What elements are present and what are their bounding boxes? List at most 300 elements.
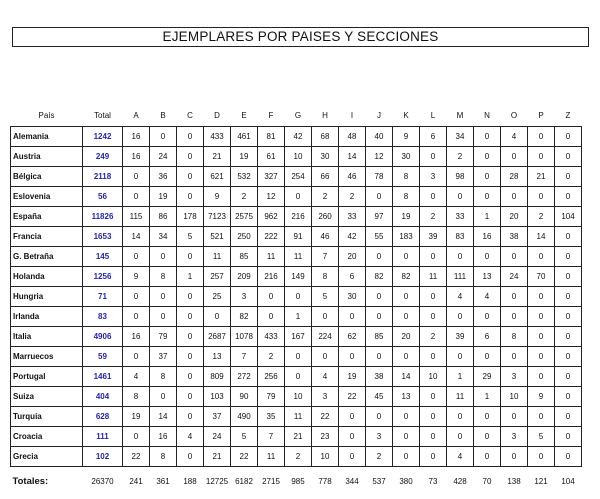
value-cell: 4	[447, 287, 474, 307]
value-cell: 0	[420, 287, 447, 307]
value-cell: 0	[177, 447, 204, 467]
value-cell: 0	[366, 187, 393, 207]
value-cell: 14	[393, 367, 420, 387]
value-cell: 86	[150, 207, 177, 227]
value-cell: 38	[366, 367, 393, 387]
value-cell: 61	[258, 147, 285, 167]
value-cell: 62	[339, 327, 366, 347]
value-cell: 0	[474, 447, 501, 467]
total-cell: 1653	[83, 227, 123, 247]
value-cell: 24	[204, 427, 231, 447]
value-cell: 149	[285, 267, 312, 287]
value-cell: 0	[339, 307, 366, 327]
value-cell: 260	[312, 207, 339, 227]
column-header: I	[350, 110, 354, 120]
value-cell: 183	[393, 227, 420, 247]
value-cell: 4	[312, 367, 339, 387]
table-row	[11, 347, 582, 367]
column-header: País	[38, 110, 55, 120]
column-header: D	[214, 110, 220, 120]
value-cell: 19	[231, 147, 258, 167]
value-cell: 30	[339, 287, 366, 307]
value-cell: 46	[339, 167, 366, 187]
value-cell: 0	[177, 287, 204, 307]
table-row	[11, 187, 582, 207]
column-header: N	[484, 110, 490, 120]
value-cell: 19	[123, 407, 150, 427]
value-cell: 98	[447, 167, 474, 187]
value-cell: 2	[258, 347, 285, 367]
value-cell: 0	[393, 407, 420, 427]
value-cell: 0	[150, 287, 177, 307]
value-cell: 91	[285, 227, 312, 247]
country-cell: Irlanda	[11, 307, 83, 327]
column-header: O	[510, 110, 518, 120]
country-cell: Holanda	[11, 267, 83, 287]
value-cell: 21	[528, 167, 555, 187]
table-row	[11, 407, 582, 427]
value-cell: 16	[474, 227, 501, 247]
value-cell: 14	[150, 407, 177, 427]
value-cell: 0	[501, 447, 528, 467]
page-title: EJEMPLARES POR PAISES Y SECCIONES	[12, 27, 589, 47]
totals-value: 138	[507, 476, 521, 486]
country-cell: Grecia	[11, 447, 83, 467]
totals-value: 537	[372, 476, 386, 486]
table-row	[11, 267, 582, 287]
value-cell: 79	[150, 327, 177, 347]
country-cell: Bélgica	[11, 167, 83, 187]
value-cell: 8	[393, 187, 420, 207]
value-cell: 0	[393, 287, 420, 307]
value-cell: 3	[312, 387, 339, 407]
value-cell: 0	[339, 427, 366, 447]
value-cell: 8	[312, 267, 339, 287]
value-cell: 433	[258, 327, 285, 347]
country-cell: Portugal	[11, 367, 83, 387]
value-cell: 0	[447, 307, 474, 327]
country-cell: Marruecos	[11, 347, 83, 367]
value-cell: 70	[528, 267, 555, 287]
totals-row	[11, 473, 582, 489]
value-cell: 0	[528, 127, 555, 147]
totals-value: 380	[399, 476, 413, 486]
value-cell: 0	[555, 367, 582, 387]
value-cell: 0	[555, 347, 582, 367]
value-cell: 3	[366, 427, 393, 447]
value-cell: 0	[528, 327, 555, 347]
value-cell: 0	[447, 407, 474, 427]
value-cell: 10	[420, 367, 447, 387]
value-cell: 0	[420, 307, 447, 327]
value-cell: 433	[204, 127, 231, 147]
value-cell: 0	[123, 427, 150, 447]
value-cell: 8	[150, 447, 177, 467]
table-row	[11, 167, 582, 187]
value-cell: 111	[447, 267, 474, 287]
value-cell: 37	[150, 347, 177, 367]
value-cell: 2	[312, 187, 339, 207]
value-cell: 0	[447, 247, 474, 267]
value-cell: 33	[339, 207, 366, 227]
value-cell: 29	[474, 367, 501, 387]
value-cell: 0	[474, 307, 501, 327]
value-cell: 0	[447, 187, 474, 207]
totals-value: 2715	[262, 476, 280, 486]
country-cell: G. Betraña	[11, 247, 83, 267]
value-cell: 0	[528, 347, 555, 367]
value-cell: 82	[366, 267, 393, 287]
value-cell: 216	[258, 267, 285, 287]
totals-total: 26370	[91, 476, 114, 486]
value-cell: 12	[258, 187, 285, 207]
value-cell: 0	[528, 407, 555, 427]
value-cell: 12	[366, 147, 393, 167]
value-cell: 14	[528, 227, 555, 247]
value-cell: 6	[339, 267, 366, 287]
value-cell: 85	[231, 247, 258, 267]
value-cell: 9	[393, 127, 420, 147]
total-cell: 2118	[83, 167, 123, 187]
value-cell: 11	[258, 247, 285, 267]
value-cell: 0	[285, 367, 312, 387]
value-cell: 16	[150, 427, 177, 447]
column-header: M	[456, 110, 464, 120]
value-cell: 45	[366, 387, 393, 407]
table-row	[11, 147, 582, 167]
value-cell: 1	[474, 207, 501, 227]
value-cell: 0	[177, 387, 204, 407]
value-cell: 0	[177, 127, 204, 147]
value-cell: 34	[150, 227, 177, 247]
value-cell: 0	[393, 307, 420, 327]
total-cell: 1242	[83, 127, 123, 147]
value-cell: 23	[312, 427, 339, 447]
value-cell: 1	[447, 367, 474, 387]
value-cell: 83	[447, 227, 474, 247]
value-cell: 2687	[204, 327, 231, 347]
value-cell: 8	[501, 327, 528, 347]
value-cell: 6	[420, 127, 447, 147]
value-cell: 0	[123, 187, 150, 207]
value-cell: 5	[177, 227, 204, 247]
value-cell: 2	[285, 447, 312, 467]
value-cell: 25	[204, 287, 231, 307]
value-cell: 0	[555, 307, 582, 327]
country-cell: Hungria	[11, 287, 83, 307]
value-cell: 0	[204, 307, 231, 327]
column-header: E	[241, 110, 247, 120]
value-cell: 0	[312, 347, 339, 367]
value-cell: 78	[366, 167, 393, 187]
value-cell: 0	[420, 387, 447, 407]
value-cell: 0	[177, 167, 204, 187]
value-cell: 7	[258, 427, 285, 447]
value-cell: 0	[474, 127, 501, 147]
sections-table	[10, 104, 582, 489]
value-cell: 13	[393, 387, 420, 407]
value-cell: 1078	[231, 327, 258, 347]
table-row	[11, 427, 582, 447]
total-cell: 1256	[83, 267, 123, 287]
value-cell: 22	[123, 447, 150, 467]
value-cell: 82	[231, 307, 258, 327]
value-cell: 10	[501, 387, 528, 407]
totals-value: 104	[561, 476, 575, 486]
value-cell: 222	[258, 227, 285, 247]
value-cell: 2	[339, 187, 366, 207]
value-cell: 0	[474, 407, 501, 427]
table-row	[11, 327, 582, 347]
total-cell: 4906	[83, 327, 123, 347]
value-cell: 490	[231, 407, 258, 427]
totals-value: 121	[534, 476, 548, 486]
value-cell: 10	[312, 447, 339, 467]
value-cell: 14	[339, 147, 366, 167]
value-cell: 0	[366, 307, 393, 327]
value-cell: 33	[447, 207, 474, 227]
value-cell: 39	[420, 227, 447, 247]
value-cell: 3	[231, 287, 258, 307]
value-cell: 19	[150, 187, 177, 207]
totals-value: 70	[482, 476, 492, 486]
value-cell: 39	[447, 327, 474, 347]
value-cell: 532	[231, 167, 258, 187]
value-cell: 0	[177, 247, 204, 267]
value-cell: 0	[123, 287, 150, 307]
value-cell: 11	[258, 447, 285, 467]
value-cell: 0	[285, 187, 312, 207]
value-cell: 34	[447, 127, 474, 147]
value-cell: 16	[123, 327, 150, 347]
value-cell: 209	[231, 267, 258, 287]
table-row	[11, 227, 582, 247]
value-cell: 0	[474, 147, 501, 167]
column-header: P	[538, 110, 544, 120]
header-row	[11, 104, 582, 127]
value-cell: 0	[177, 307, 204, 327]
value-cell: 0	[555, 427, 582, 447]
value-cell: 3	[501, 427, 528, 447]
value-cell: 0	[123, 247, 150, 267]
value-cell: 0	[555, 267, 582, 287]
value-cell: 0	[474, 247, 501, 267]
value-cell: 521	[204, 227, 231, 247]
value-cell: 0	[501, 247, 528, 267]
country-cell: España	[11, 207, 83, 227]
value-cell: 2575	[231, 207, 258, 227]
value-cell: 5	[231, 427, 258, 447]
value-cell: 115	[123, 207, 150, 227]
value-cell: 55	[366, 227, 393, 247]
totals-value: 778	[318, 476, 332, 486]
value-cell: 0	[447, 347, 474, 367]
column-header: H	[322, 110, 328, 120]
value-cell: 0	[501, 287, 528, 307]
value-cell: 250	[231, 227, 258, 247]
country-cell: Alemania	[11, 127, 83, 147]
country-cell: Francia	[11, 227, 83, 247]
value-cell: 0	[555, 187, 582, 207]
value-cell: 4	[177, 427, 204, 447]
value-cell: 8	[123, 387, 150, 407]
value-cell: 3	[501, 367, 528, 387]
value-cell: 85	[366, 327, 393, 347]
country-cell: Turquia	[11, 407, 83, 427]
value-cell: 0	[555, 227, 582, 247]
table-row	[11, 367, 582, 387]
column-header: G	[294, 110, 302, 120]
value-cell: 216	[285, 207, 312, 227]
value-cell: 6	[474, 327, 501, 347]
value-cell: 11	[204, 247, 231, 267]
column-header: J	[377, 110, 381, 120]
value-cell: 30	[393, 147, 420, 167]
value-cell: 0	[150, 247, 177, 267]
value-cell: 46	[312, 227, 339, 247]
total-cell: 404	[83, 387, 123, 407]
value-cell: 22	[312, 407, 339, 427]
value-cell: 21	[204, 447, 231, 467]
value-cell: 9	[204, 187, 231, 207]
totals-value: 73	[428, 476, 438, 486]
column-header: F	[268, 110, 274, 120]
value-cell: 36	[150, 167, 177, 187]
value-cell: 20	[339, 247, 366, 267]
value-cell: 0	[528, 447, 555, 467]
value-cell: 2	[420, 327, 447, 347]
value-cell: 0	[420, 187, 447, 207]
column-header: Total	[94, 110, 111, 120]
value-cell: 0	[474, 347, 501, 367]
totals-label: Totales:	[12, 475, 49, 487]
value-cell: 16	[123, 147, 150, 167]
value-cell: 22	[339, 387, 366, 407]
totals-value: 361	[156, 476, 170, 486]
value-cell: 0	[150, 127, 177, 147]
value-cell: 4	[501, 127, 528, 147]
value-cell: 0	[150, 307, 177, 327]
value-cell: 40	[366, 127, 393, 147]
value-cell: 66	[312, 167, 339, 187]
value-cell: 0	[285, 347, 312, 367]
value-cell: 0	[474, 427, 501, 447]
value-cell: 0	[474, 187, 501, 207]
column-header: A	[133, 110, 139, 120]
country-cell: Austria	[11, 147, 83, 167]
value-cell: 0	[366, 407, 393, 427]
value-cell: 0	[393, 247, 420, 267]
value-cell: 11	[420, 267, 447, 287]
value-cell: 5	[528, 427, 555, 447]
value-cell: 0	[447, 427, 474, 447]
table-row	[11, 247, 582, 267]
value-cell: 8	[150, 367, 177, 387]
value-cell: 14	[123, 227, 150, 247]
total-cell: 11826	[83, 207, 123, 227]
value-cell: 7	[231, 347, 258, 367]
value-cell: 0	[177, 187, 204, 207]
value-cell: 0	[339, 407, 366, 427]
value-cell: 0	[150, 387, 177, 407]
value-cell: 3	[420, 167, 447, 187]
value-cell: 809	[204, 367, 231, 387]
value-cell: 24	[501, 267, 528, 287]
value-cell: 48	[339, 127, 366, 147]
value-cell: 7123	[204, 207, 231, 227]
value-cell: 11	[285, 407, 312, 427]
value-cell: 38	[501, 227, 528, 247]
value-cell: 79	[258, 387, 285, 407]
value-cell: 0	[420, 347, 447, 367]
value-cell: 0	[123, 307, 150, 327]
value-cell: 68	[312, 127, 339, 147]
value-cell: 0	[123, 167, 150, 187]
total-cell: 102	[83, 447, 123, 467]
value-cell: 0	[366, 247, 393, 267]
total-cell: 83	[83, 307, 123, 327]
table-row	[11, 127, 582, 147]
value-cell: 9	[528, 387, 555, 407]
value-cell: 0	[501, 307, 528, 327]
value-cell: 16	[123, 127, 150, 147]
value-cell: 0	[177, 327, 204, 347]
value-cell: 0	[528, 307, 555, 327]
totals-value: 6182	[235, 476, 253, 486]
value-cell: 0	[366, 347, 393, 367]
totals-value: 241	[129, 476, 143, 486]
value-cell: 30	[312, 147, 339, 167]
value-cell: 35	[258, 407, 285, 427]
totals-value: 428	[453, 476, 467, 486]
value-cell: 9	[123, 267, 150, 287]
value-cell: 13	[204, 347, 231, 367]
value-cell: 0	[555, 327, 582, 347]
value-cell: 0	[555, 247, 582, 267]
totals-value: 188	[183, 476, 197, 486]
value-cell: 621	[204, 167, 231, 187]
value-cell: 8	[393, 167, 420, 187]
value-cell: 19	[393, 207, 420, 227]
column-header: B	[160, 110, 166, 120]
value-cell: 90	[231, 387, 258, 407]
table-row	[11, 447, 582, 467]
value-cell: 0	[528, 367, 555, 387]
value-cell: 1	[474, 387, 501, 407]
value-cell: 0	[420, 427, 447, 447]
value-cell: 272	[231, 367, 258, 387]
value-cell: 0	[555, 147, 582, 167]
value-cell: 11	[447, 387, 474, 407]
country-cell: Croacia	[11, 427, 83, 447]
value-cell: 13	[474, 267, 501, 287]
value-cell: 0	[501, 407, 528, 427]
value-cell: 97	[366, 207, 393, 227]
value-cell: 0	[528, 247, 555, 267]
value-cell: 10	[285, 387, 312, 407]
value-cell: 0	[285, 287, 312, 307]
value-cell: 0	[258, 307, 285, 327]
value-cell: 0	[420, 247, 447, 267]
value-cell: 28	[501, 167, 528, 187]
total-cell: 71	[83, 287, 123, 307]
value-cell: 0	[420, 147, 447, 167]
value-cell: 0	[528, 147, 555, 167]
value-cell: 11	[285, 247, 312, 267]
value-cell: 0	[555, 127, 582, 147]
value-cell: 0	[555, 287, 582, 307]
value-cell: 24	[150, 147, 177, 167]
